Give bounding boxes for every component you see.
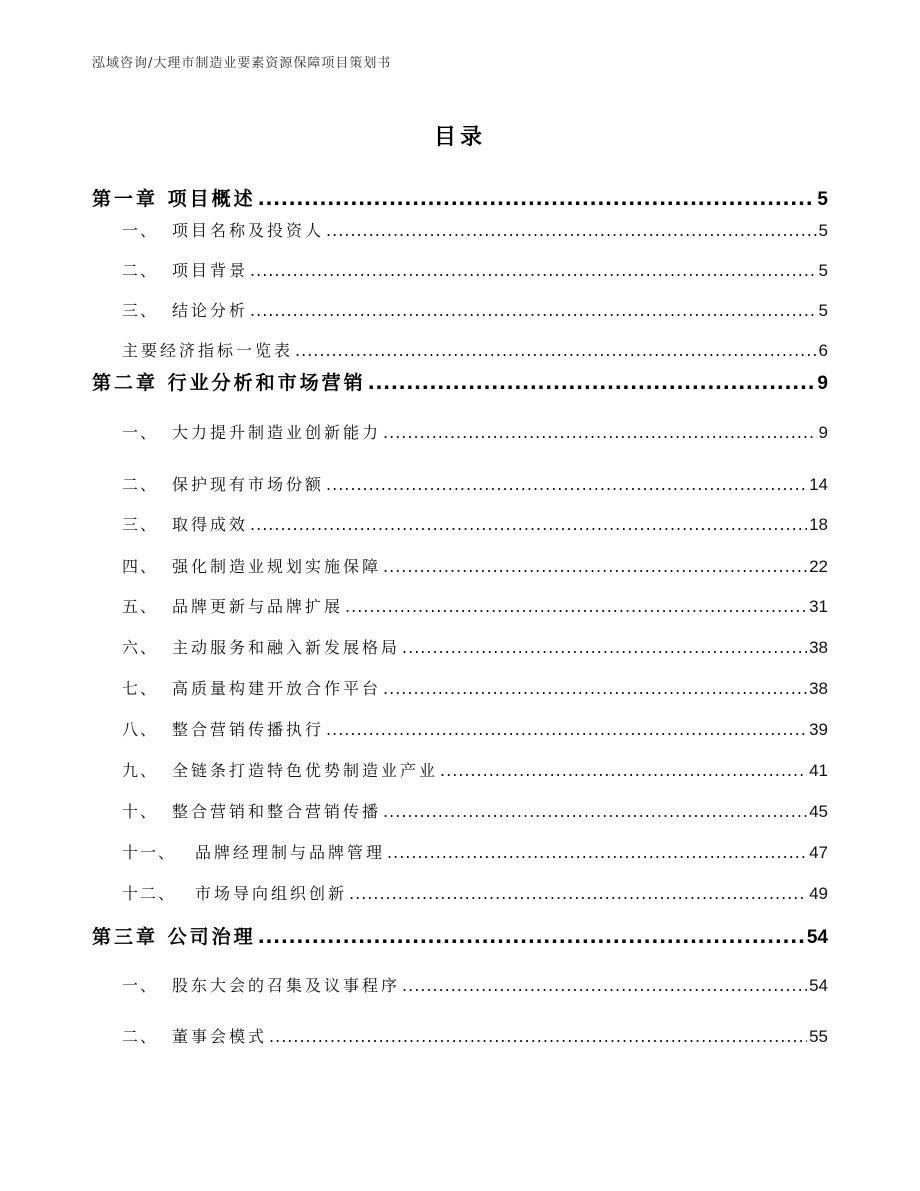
entry-title: 整合营销和整合营销传播 — [172, 802, 382, 821]
toc-section-entry[interactable] — [122, 635, 828, 658]
page-number: 14 — [809, 475, 828, 494]
entry-title: 结论分析 — [172, 301, 249, 320]
page-number: 49 — [809, 884, 828, 903]
section-number: 三、 — [122, 515, 159, 534]
entry-title: 高质量构建开放合作平台 — [172, 679, 382, 698]
section-number: 一、 — [122, 423, 159, 442]
page-number: 6 — [818, 341, 828, 360]
page-number: 55 — [809, 1027, 828, 1046]
entry-title: 项目背景 — [172, 261, 249, 280]
dot-leader — [349, 884, 807, 903]
dot-leader — [345, 597, 807, 616]
entry-title: 品牌经理制与品牌管理 — [195, 843, 386, 862]
toc-chapter-entry[interactable] — [92, 184, 828, 211]
toc-section-entry[interactable] — [122, 799, 828, 822]
page-number: 45 — [809, 802, 828, 821]
page-number: 38 — [809, 679, 828, 698]
dot-leader — [402, 976, 807, 995]
dot-leader — [368, 372, 816, 394]
dot-leader — [326, 475, 807, 494]
section-number: 三、 — [122, 301, 159, 320]
page-number: 38 — [809, 638, 828, 657]
section-number: 二、 — [122, 261, 159, 280]
page-number: 5 — [818, 261, 828, 280]
page-number: 39 — [809, 720, 828, 739]
section-number: 四、 — [122, 557, 159, 576]
page-number: 31 — [809, 597, 828, 616]
entry-title: 取得成效 — [172, 515, 249, 534]
section-number: 八、 — [122, 720, 159, 739]
section-number: 十、 — [122, 802, 159, 821]
section-number: 一、 — [122, 976, 159, 995]
entry-title: 主动服务和融入新发展格局 — [172, 638, 401, 657]
toc-section-entry[interactable] — [122, 554, 828, 577]
entry-title: 项目名称及投资人 — [172, 221, 325, 240]
dot-leader — [326, 221, 817, 240]
toc-section-entry[interactable] — [122, 1024, 828, 1047]
dot-leader — [383, 423, 817, 442]
entry-title: 董事会模式 — [172, 1027, 268, 1046]
entry-title: 第二章 行业分析和市场营销 — [92, 372, 366, 394]
entry-title: 强化制造业规划实施保障 — [172, 557, 382, 576]
entry-title: 市场导向组织创新 — [195, 884, 348, 903]
page-number: 41 — [809, 761, 828, 780]
entry-title: 整合营销传播执行 — [172, 720, 325, 739]
toc-section-entry[interactable] — [122, 676, 828, 699]
dot-leader — [383, 802, 807, 821]
toc-section-entry[interactable] — [122, 840, 828, 863]
page-number: 9 — [818, 423, 828, 442]
dot-leader — [269, 1027, 807, 1046]
toc-section-entry[interactable] — [122, 881, 828, 904]
entry-title: 主要经济指标一览表 — [122, 341, 294, 360]
section-number: 二、 — [122, 475, 159, 494]
toc-section-entry[interactable] — [122, 512, 828, 535]
entry-title: 保护现有市场份额 — [172, 475, 325, 494]
entry-title: 第三章 公司治理 — [92, 926, 256, 948]
page-number: 22 — [809, 557, 828, 576]
entry-title: 品牌更新与品牌扩展 — [172, 597, 344, 616]
dot-leader — [258, 188, 816, 210]
entry-title: 股东大会的召集及议事程序 — [172, 976, 401, 995]
toc-section-entry[interactable] — [122, 338, 828, 361]
toc-section-entry[interactable] — [122, 973, 828, 996]
toc-section-entry[interactable] — [122, 420, 828, 443]
dot-leader — [326, 720, 807, 739]
toc-section-entry[interactable] — [122, 258, 828, 281]
section-number: 五、 — [122, 597, 159, 616]
section-number: 六、 — [122, 638, 159, 657]
page-number: 9 — [817, 373, 828, 394]
section-number: 十一、 — [122, 843, 177, 862]
page-number: 54 — [809, 976, 828, 995]
dot-leader — [250, 261, 817, 280]
section-number: 十二、 — [122, 884, 177, 903]
section-number: 七、 — [122, 679, 159, 698]
toc-chapter-entry[interactable] — [92, 368, 828, 395]
section-number: 九、 — [122, 761, 159, 780]
dot-leader — [258, 926, 805, 948]
dot-leader — [387, 843, 807, 862]
dot-leader — [440, 761, 807, 780]
dot-leader — [250, 515, 807, 534]
toc-chapter-entry[interactable] — [92, 922, 828, 949]
toc-section-entry[interactable] — [122, 472, 828, 495]
section-number: 一、 — [122, 221, 159, 240]
toc-section-entry[interactable] — [122, 758, 828, 781]
page-number: 5 — [818, 301, 828, 320]
dot-leader — [383, 557, 807, 576]
toc-section-entry[interactable] — [122, 594, 828, 617]
toc-section-entry[interactable] — [122, 717, 828, 740]
dot-leader — [295, 341, 817, 360]
toc-section-entry[interactable] — [122, 218, 828, 241]
running-header: 泓域咨询/大理市制造业要素资源保障项目策划书 — [92, 56, 392, 71]
page-number: 5 — [818, 221, 828, 240]
entry-title: 大力提升制造业创新能力 — [172, 423, 382, 442]
page-number: 54 — [806, 927, 828, 948]
dot-leader — [402, 638, 807, 657]
page-number: 18 — [809, 515, 828, 534]
dot-leader — [250, 301, 817, 320]
toc-section-entry[interactable] — [122, 298, 828, 321]
entry-title: 全链条打造特色优势制造业产业 — [172, 761, 439, 780]
dot-leader — [383, 679, 807, 698]
toc-title: 目录 — [433, 125, 486, 150]
section-number: 二、 — [122, 1027, 159, 1046]
page-number: 47 — [809, 843, 828, 862]
entry-title: 第一章 项目概述 — [92, 188, 256, 210]
page-number: 5 — [817, 189, 828, 210]
